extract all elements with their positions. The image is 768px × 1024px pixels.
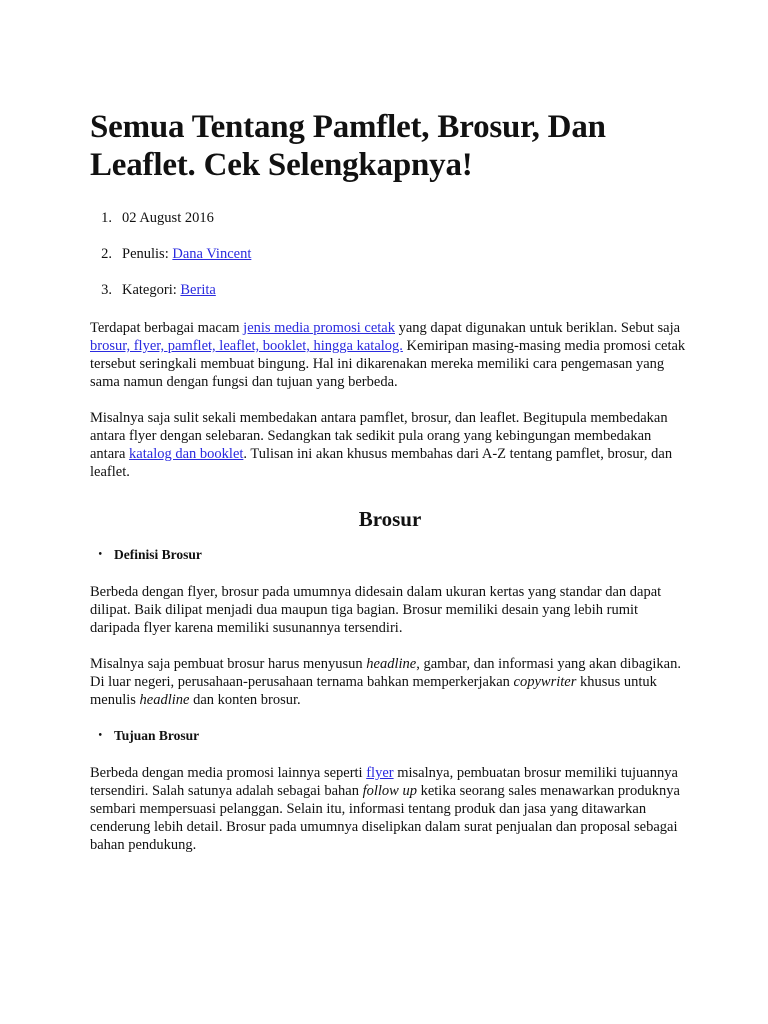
emphasis-follow-up: follow up [362, 783, 417, 799]
meta-date-item [90, 210, 690, 246]
text-run: . Tulisan ini akan khusus membahas dari A-Z tentang pamflet, brosur, dan leaflet. [90, 446, 673, 480]
purpose-heading: Tujuan Brosur [114, 728, 200, 743]
meta-author-item [90, 246, 690, 282]
article-meta-list [90, 210, 690, 318]
text-run: yang dapat digunakan untuk beriklan. Sebut saja [394, 320, 681, 336]
bullet-item-tujuan [90, 727, 690, 745]
link-katalog-dan-booklet[interactable]: katalog dan booklet [129, 446, 244, 462]
author-link[interactable]: Dana Vincent [172, 246, 252, 262]
text-run: , gambar, dan informasi yang akan dibagikan. Di luar negeri, perusahaan-perusahaan ternama bahkan memperkerjakan [90, 656, 681, 690]
link-jenis-media-promosi-cetak[interactable]: jenis media promosi cetak [243, 320, 395, 336]
purpose-bullet-list [90, 727, 690, 745]
purpose-paragraph-1 [90, 764, 690, 854]
text-run: misalnya, pembuatan brosur memiliki tujuannya tersendiri. Salah satunya adalah sebagai bahan [90, 765, 678, 799]
intro-paragraph-2 [90, 409, 690, 481]
bullet-item-definisi [90, 546, 690, 564]
emphasis-copywriter: copywriter [513, 674, 577, 690]
definition-paragraph-1: Berbeda dengan flyer, brosur pada umumnya didesain dalam ukuran kertas yang standar dan dapat dilipat. Baik dilipat menjadi dua maupun tiga bagian. Brosur memiliki desain yang lebih rumit daripada flyer karena memiliki susunannya tersendiri. [90, 584, 662, 636]
publish-date: 02 August 2016 [122, 210, 214, 226]
emphasis-headline: headline [366, 656, 417, 672]
list-number: 1. [101, 210, 112, 226]
text-run: dan konten brosur. [189, 692, 301, 708]
category-link[interactable]: Berita [180, 282, 216, 298]
link-flyer[interactable]: flyer [366, 765, 394, 781]
text-run: Kemiripan masing-masing media promosi cetak tersebut seringkali membuat bingung. Hal ini dikarenakan mereka memiliki cara pengemasan yang sama namun dengan fungsi dan tujuan yang berbeda. [90, 338, 686, 390]
bullet-icon: • [98, 549, 102, 560]
list-number: 3. [101, 282, 112, 298]
bullet-icon: • [98, 730, 102, 741]
author-line [114, 246, 251, 263]
text-run: Berbeda dengan media promosi lainnya seperti [90, 765, 367, 781]
category-line [114, 282, 216, 299]
link-brosur-flyer-pamflet[interactable]: brosur, flyer, pamflet, leaflet, booklet, hingga katalog. [90, 338, 403, 354]
list-number: 2. [101, 246, 112, 262]
meta-category-item [90, 282, 690, 318]
text-run: Misalnya saja pembuat brosur harus menyusun [90, 656, 367, 672]
text-run: khusus untuk menulis [90, 674, 657, 708]
definition-bullet-list [90, 546, 690, 564]
emphasis-headline: headline [139, 692, 190, 708]
category-label: Kategori: [122, 282, 177, 298]
author-label: Penulis: [122, 246, 169, 262]
article-title: Semua Tentang Pamflet, Brosur, Dan Leaflet. Cek Selengkapnya! [90, 109, 606, 183]
definition-paragraph-2 [90, 655, 690, 709]
section-heading-brosur: Brosur [358, 507, 422, 531]
article [90, 108, 690, 854]
text-run: Misalnya saja sulit sekali membedakan antara pamflet, brosur, dan leaflet. Begitupula membedakan antara flyer dengan selebaran. Sedangkan tak sedikit pula orang yang kebingungan membedakan antara [90, 410, 668, 462]
text-run: ketika seorang sales menawarkan produknya sembari mempersuasi pelanggan. Selain itu, informasi tentang produk dan jasa yang ditawarkan cenderung lebih detail. Brosur pada umumnya diselipkan dalam surat penjualan dan proposal sebagai bahan pendukung. [90, 783, 680, 853]
text-run: Terdapat berbagai macam [90, 320, 244, 336]
intro-paragraph-1 [90, 319, 690, 391]
definition-heading: Definisi Brosur [114, 547, 202, 562]
